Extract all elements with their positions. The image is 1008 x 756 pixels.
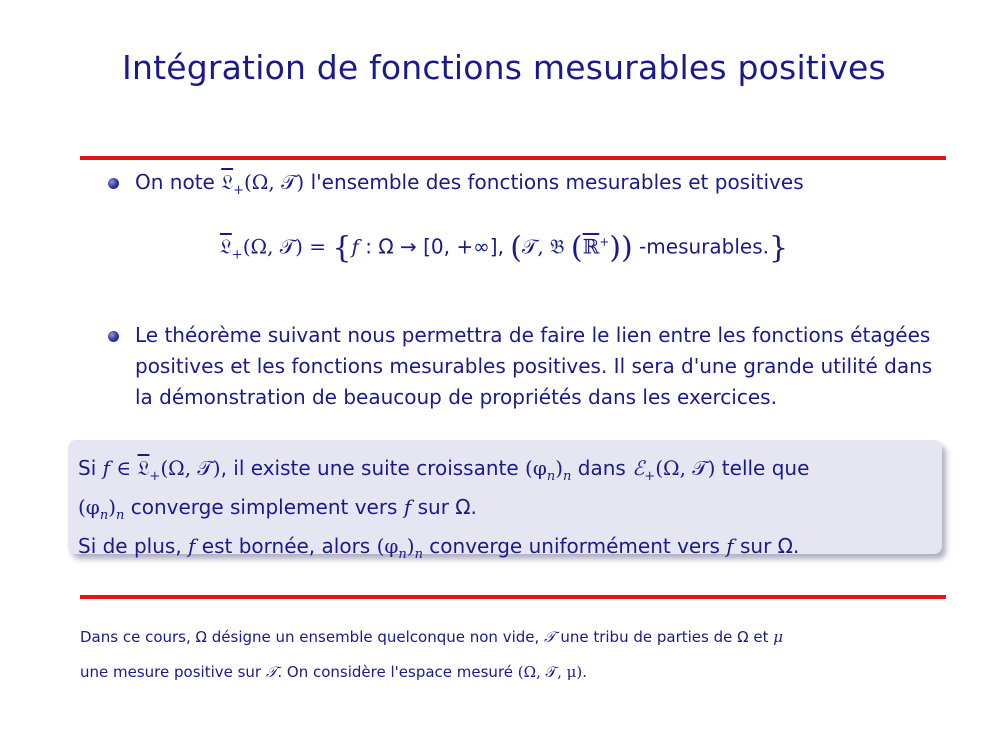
theorem-seq-index: n <box>116 508 125 523</box>
formula-reals: ℝ <box>582 234 600 259</box>
theorem-phi-index: n <box>398 547 407 562</box>
theorem-fragment: telle que <box>715 456 810 480</box>
theorem-text <box>78 453 938 570</box>
L-args: (Ω, 𝒯) <box>243 170 305 194</box>
theorem-fragment: converge simplement vers <box>124 495 404 519</box>
formula-L-symbol: 𝔏 <box>219 234 232 259</box>
theorem-E-args: (Ω, 𝒯) <box>655 456 716 480</box>
bullet-text: Le théorème suivant nous permettra de faire le lien entre les fonctions étagées positives et les fonctions mesurables positives. Il sera d'une grande utilité dans la démonstration de beaucoup de propriétés dans les exercices. <box>135 323 933 409</box>
formula-open-brace: { <box>332 230 352 266</box>
bullet-icon <box>108 331 119 342</box>
theorem-fragment: converge uniformément vers <box>422 534 727 558</box>
bullet-rest: l'ensemble des fonctions mesurables et positives <box>310 170 804 194</box>
theorem-phi: (φ <box>78 495 100 519</box>
formula-tribu: 𝒯, 𝔅 <box>522 234 571 259</box>
footnote-mu: μ <box>773 628 783 646</box>
theorem-in: ∈ <box>110 456 138 480</box>
theorem-L-symbol: 𝔏 <box>137 456 150 480</box>
bullet-lead: On note <box>135 170 215 194</box>
footnote-measure-space: (Ω, 𝒯, μ) <box>517 663 583 681</box>
bullet-text <box>135 167 950 206</box>
footnote-tribu: 𝒯 <box>265 663 278 681</box>
formula-suffix: -mesurables. <box>632 234 769 259</box>
footnote-fragment: . <box>582 663 588 681</box>
footnote <box>80 620 950 690</box>
theorem-E-symbol: ℰ <box>632 456 645 480</box>
footnote-tribu: 𝒯 <box>544 628 556 646</box>
theorem-f: f <box>726 534 734 558</box>
L-symbol: 𝔏 <box>221 170 234 194</box>
formula-close-brace: } <box>768 230 789 266</box>
formula-close-paren: ) <box>620 230 633 266</box>
formula-inner-open: ( <box>570 230 583 266</box>
theorem-phi-index: n <box>546 469 556 484</box>
theorem-L-args: (Ω, 𝒯) <box>160 456 221 480</box>
footnote-fragment: une mesure positive sur <box>80 663 266 681</box>
theorem-fragment: dans <box>571 456 633 480</box>
slide-title: Intégration de fonctions mesurables positives <box>122 48 886 87</box>
theorem-block <box>68 440 942 562</box>
footnote-fragment: Dans ce cours, Ω désigne un ensemble quelconque non vide, <box>80 628 545 646</box>
theorem-fragment: Si de plus, <box>78 534 189 558</box>
formula-map: : Ω → [0, +∞], <box>358 234 511 259</box>
definition-formula <box>0 222 1008 276</box>
theorem-phi-close: ) <box>555 456 564 480</box>
theorem-fragment: , il existe une suite croissante <box>220 456 526 480</box>
theorem-f: f <box>102 456 111 480</box>
formula-open-paren: ( <box>510 230 523 266</box>
theorem-seq-index: n <box>414 547 423 562</box>
L-subscript: + <box>233 183 244 198</box>
formula-lhs-args: (Ω, 𝒯) = <box>242 234 333 259</box>
theorem-f: f <box>403 495 412 519</box>
theorem-phi: (φ <box>376 534 399 558</box>
theorem-fragment: sur Ω. <box>733 534 800 558</box>
formula-f: f <box>351 234 359 259</box>
formula-L-subscript: + <box>231 247 243 263</box>
top-divider <box>80 156 946 160</box>
theorem-E-sub: + <box>644 469 656 484</box>
theorem-phi-close: ) <box>406 534 415 558</box>
theorem-seq-index: n <box>563 469 572 484</box>
formula-reals-sup: + <box>599 235 610 249</box>
footnote-fragment: une tribu de parties de Ω et <box>555 628 774 646</box>
footnote-fragment: . On considère l'espace mesuré <box>277 663 518 681</box>
theorem-fragment: sur Ω. <box>411 495 477 519</box>
theorem-phi-index: n <box>99 508 109 523</box>
theorem-L-sub: + <box>149 469 161 484</box>
theorem-fragment: est bornée, alors <box>195 534 377 558</box>
theorem-phi: (φ <box>525 456 547 480</box>
theorem-f: f <box>188 534 196 558</box>
bottom-divider <box>80 595 946 599</box>
theorem-fragment: Si <box>78 456 103 480</box>
formula-inner-close: ) <box>609 230 621 266</box>
bullet-icon <box>108 178 119 189</box>
theorem-phi-close: ) <box>108 495 116 519</box>
